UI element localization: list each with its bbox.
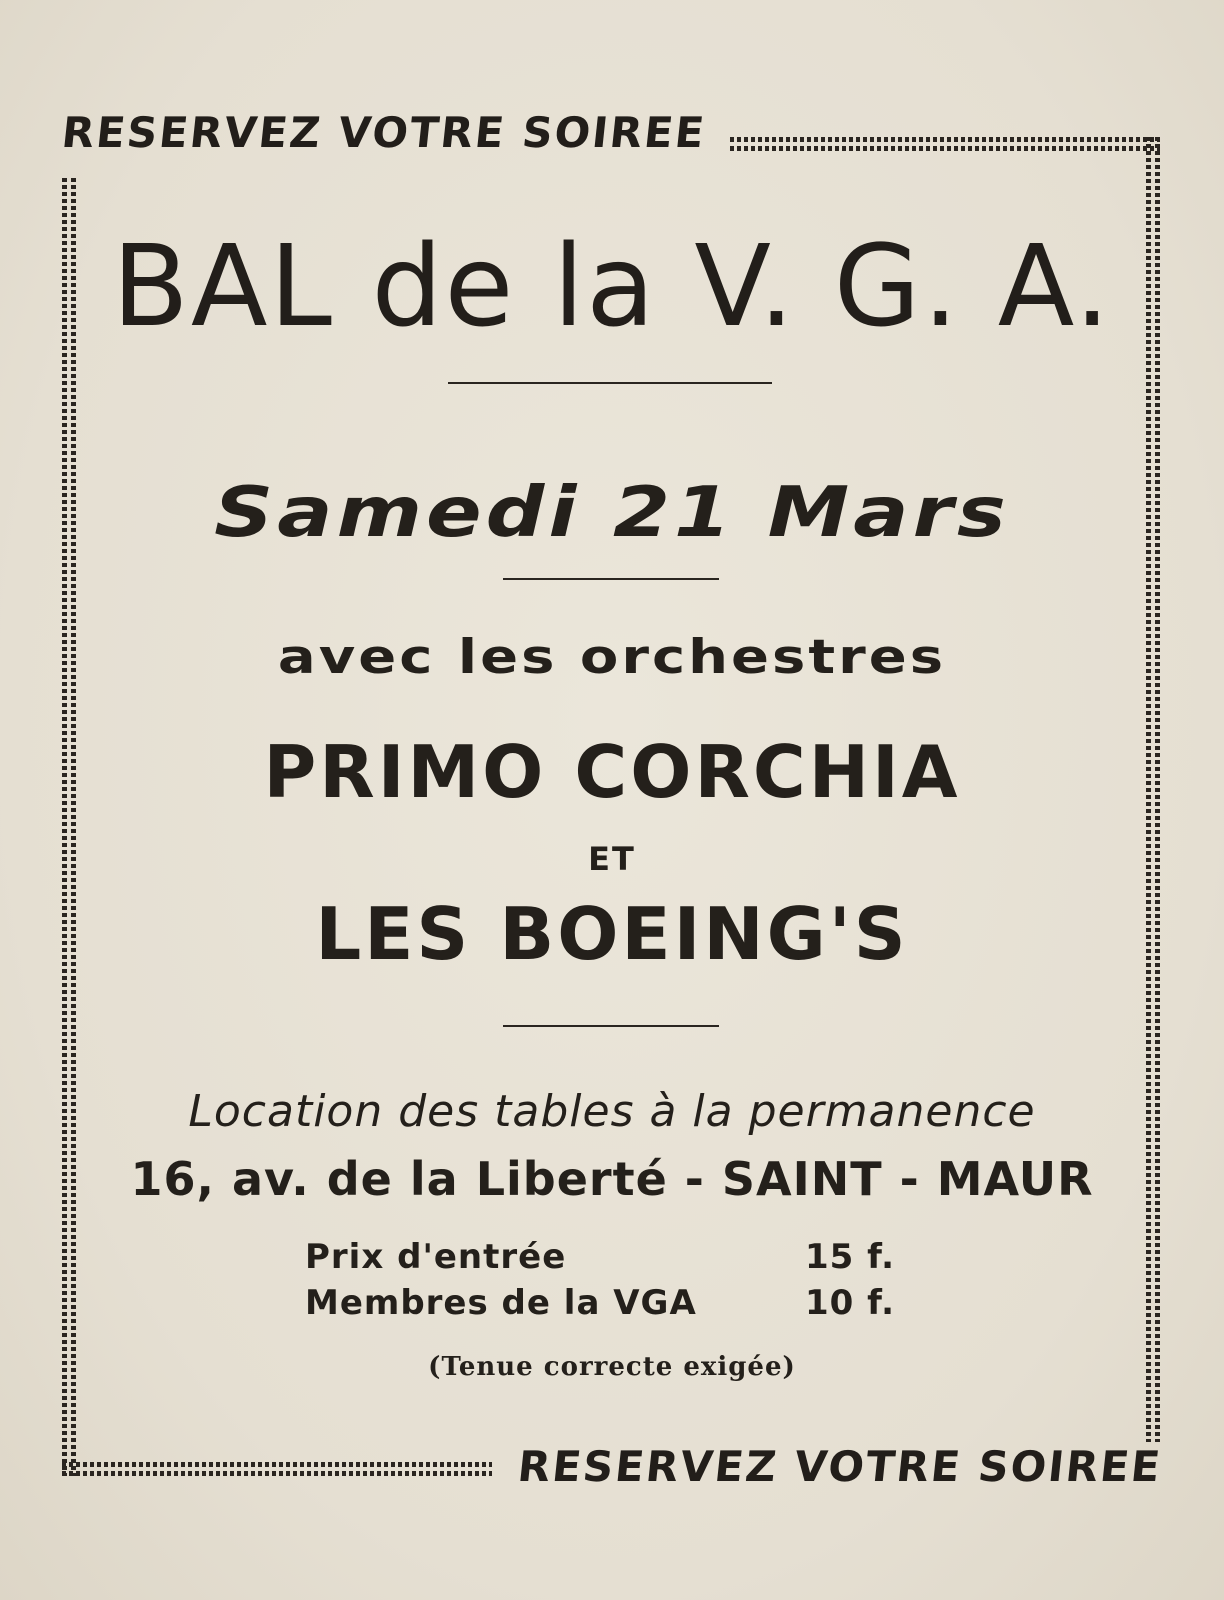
- price-list: [305, 1234, 895, 1326]
- border-bottom: [62, 1462, 492, 1476]
- dress-code: (Tenue correcte exigée): [428, 1352, 796, 1382]
- divider-3: [503, 1025, 719, 1027]
- price-value: 10 f.: [805, 1283, 895, 1323]
- reserve-top-text: RESERVEZ VOTRE SOIREE: [59, 108, 709, 157]
- event-date: Samedi 21 Mars: [214, 472, 1010, 553]
- price-row: [305, 1280, 895, 1326]
- orchestras-conjunction: ET: [588, 840, 636, 878]
- address-text: 16, av. de la Liberté - SAINT - MAUR: [130, 1152, 1094, 1206]
- orchestra-les-boeings: LES BOEING'S: [315, 892, 909, 976]
- divider-2: [503, 578, 719, 580]
- price-row: [305, 1234, 895, 1280]
- price-label: Prix d'entrée: [305, 1237, 567, 1277]
- orchestra-primo-corchia: PRIMO CORCHIA: [263, 730, 961, 814]
- divider-1: [448, 382, 772, 384]
- border-left: [62, 178, 76, 1476]
- price-label: Membres de la VGA: [305, 1283, 697, 1323]
- orchestras-intro: avec les orchestres: [277, 629, 947, 686]
- event-title: BAL de la V. G. A.: [111, 222, 1113, 352]
- price-value: 15 f.: [805, 1237, 895, 1277]
- border-top: [730, 137, 1160, 151]
- location-text: Location des tables à la permanence: [188, 1086, 1036, 1137]
- reserve-bottom-text: RESERVEZ VOTRE SOIREE: [515, 1442, 1165, 1491]
